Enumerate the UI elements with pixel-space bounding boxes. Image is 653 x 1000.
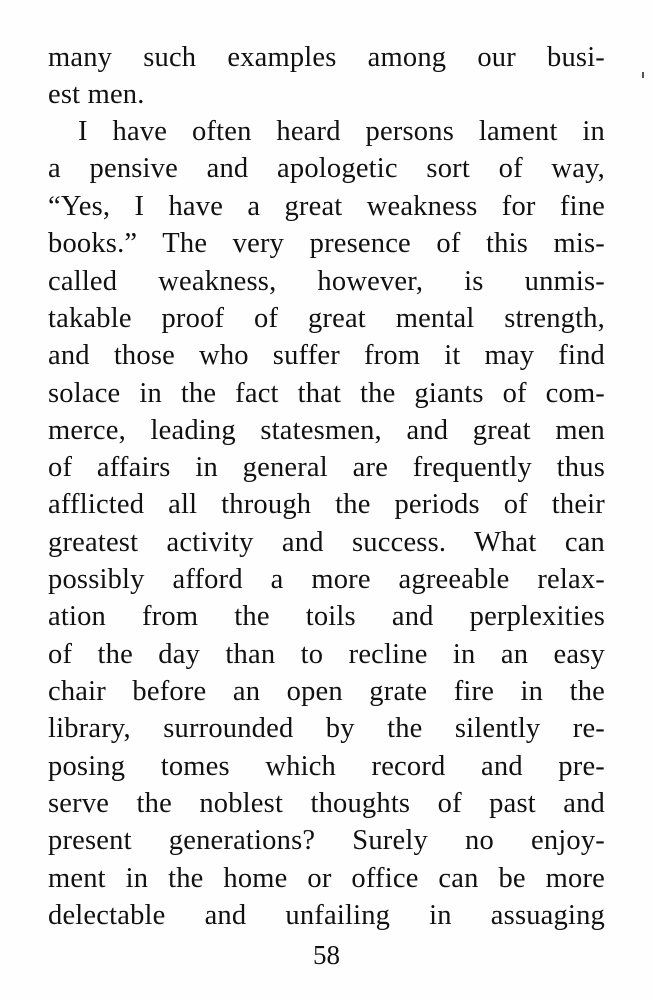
text-line-18: chair before an open grate fire in the (48, 676, 605, 707)
text-line-24: delectable and unfailing in assuaging (48, 900, 605, 931)
text-line-12: of affairs in general are frequently thus (48, 452, 605, 483)
text-line-13: afflicted all through the periods of their (48, 489, 605, 520)
text-line-6: books.” The very presence of this mis- (48, 228, 605, 259)
text-line-19: library, surrounded by the silently re- (48, 713, 605, 744)
text-line-16: ation from the toils and perplexities (48, 601, 605, 632)
text-line-23: ment in the home or office can be more (48, 863, 605, 894)
text-line-3: I have often heard persons lament in (78, 116, 605, 147)
margin-mark (642, 72, 644, 78)
text-line-1: many such examples among our busi- (48, 42, 605, 73)
text-line-7: called weakness, however, is unmis- (48, 266, 605, 297)
text-line-2: est men. (48, 79, 145, 110)
text-line-4: a pensive and apologetic sort of way, (48, 153, 605, 184)
text-line-14: greatest activity and success. What can (48, 527, 605, 558)
text-line-10: solace in the fact that the giants of com- (48, 378, 605, 409)
text-line-17: of the day than to recline in an easy (48, 639, 605, 670)
text-line-22: present generations? Surely no enjoy- (48, 825, 605, 856)
text-line-11: merce, leading statesmen, and great men (48, 415, 605, 446)
text-line-9: and those who suffer from it may find (48, 340, 605, 371)
page-number: 58 (313, 940, 340, 970)
text-line-20: posing tomes which record and pre- (48, 751, 605, 782)
text-line-21: serve the noblest thoughts of past and (48, 788, 605, 819)
text-line-15: possibly afford a more agreeable relax- (48, 564, 605, 595)
text-line-8: takable proof of great mental strength, (48, 303, 605, 334)
text-line-5: “Yes, I have a great weakness for fine (48, 191, 605, 222)
